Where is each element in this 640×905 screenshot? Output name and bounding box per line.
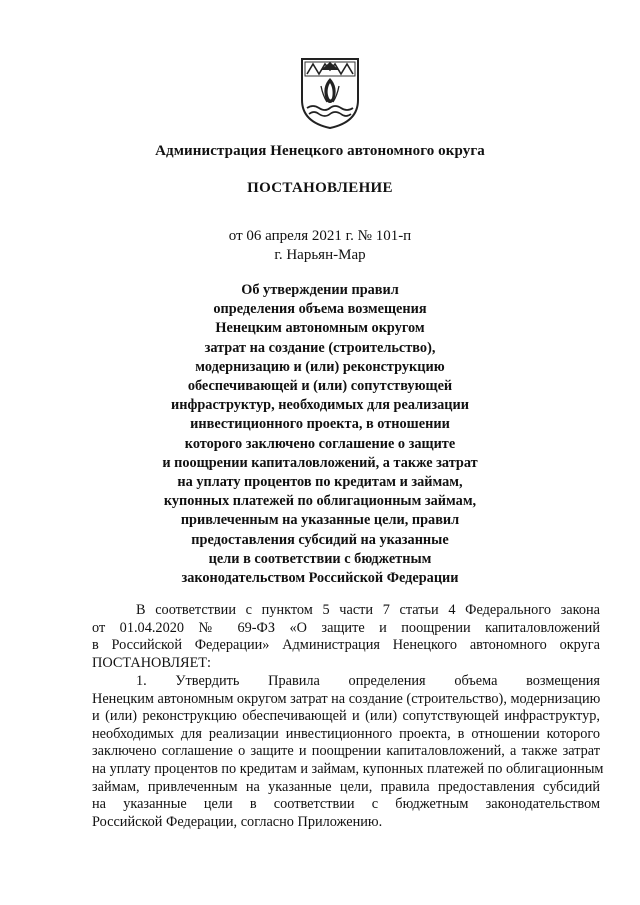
paragraph-line: необходимых для реализации инвестиционного проекта, в отношении которого xyxy=(92,725,600,742)
paragraph-line: на уплату процентов по кредитам и займам, купонных платежей по облигационным xyxy=(92,760,604,777)
title-line: и поощрении капиталовложений, а также затрат xyxy=(162,454,478,471)
paragraph-line: ПОСТАНОВЛЯЕТ: xyxy=(92,654,212,671)
document-title xyxy=(0,281,640,588)
decree-item-1-paragraph xyxy=(92,673,604,831)
paragraph-line: В соответствии с пунктом 5 части 7 статьи 4 Федерального закона xyxy=(136,602,600,618)
paragraph-line: в Российской Федерации» Администрация Ненецкого автономного округа xyxy=(92,637,600,654)
coat-of-arms-emblem xyxy=(299,56,361,130)
document-type-heading: ПОСТАНОВЛЕНИЕ xyxy=(247,180,393,196)
title-line: которого заключено соглашение о защите xyxy=(184,435,456,452)
paragraph-line: на указанные цели в соответствии с бюджетным законодательством xyxy=(92,796,600,813)
paragraph-line: Российской Федерации, согласно Приложению. xyxy=(92,813,383,830)
title-line: инвестиционного проекта, в отношении xyxy=(190,416,450,433)
title-line: определения объема возмещения xyxy=(213,301,427,318)
organization-name: Администрация Ненецкого автономного округа xyxy=(155,143,485,159)
date-and-number: от 06 апреля 2021 г. № 101-п xyxy=(228,228,412,244)
preamble-paragraph xyxy=(92,602,600,672)
title-line: привлеченным на указанные цели, правил xyxy=(180,512,460,529)
paragraph-line: займам, привлеченным на указанные цели, правила предоставления субсидий xyxy=(92,778,600,795)
title-line: законодательством Российской Федерации xyxy=(181,570,459,587)
title-line: на уплату процентов по кредитам и займам, xyxy=(177,474,463,491)
title-line: Об утверждении правил xyxy=(241,282,399,298)
title-line: модернизацию и (или) реконструкцию xyxy=(195,358,445,375)
paragraph-line: заключено соглашение о защите и поощрении капиталовложений, а также затрат xyxy=(92,743,600,760)
paragraph-line: Ненецким автономным округом затрат на создание (строительство), модернизацию xyxy=(92,690,601,707)
paragraph-line: 1. Утвердить Правила определения объема возмещения xyxy=(136,673,600,689)
title-line: обеспечивающей и (или) сопутствующей xyxy=(187,378,453,395)
city-name: г. Нарьян-Мар xyxy=(274,247,366,263)
title-line: цели в соответствии с бюджетным xyxy=(208,550,432,567)
title-line: инфраструктур, необходимых для реализации xyxy=(170,397,469,414)
title-line: Ненецким автономным округом xyxy=(215,320,425,337)
paragraph-line: и (или) реконструкцию обеспечивающей и (или) сопутствующей инфраструктур, xyxy=(92,708,600,725)
paragraph-line: от 01.04.2020 № 69-ФЗ «О защите и поощрении капиталовложений xyxy=(92,619,600,636)
title-line: предоставления субсидий на указанные xyxy=(191,531,449,548)
coat-of-arms-icon xyxy=(299,56,361,130)
title-line: затрат на создание (строительство), xyxy=(204,339,436,356)
title-line: купонных платежей по облигационным займам, xyxy=(163,493,477,510)
